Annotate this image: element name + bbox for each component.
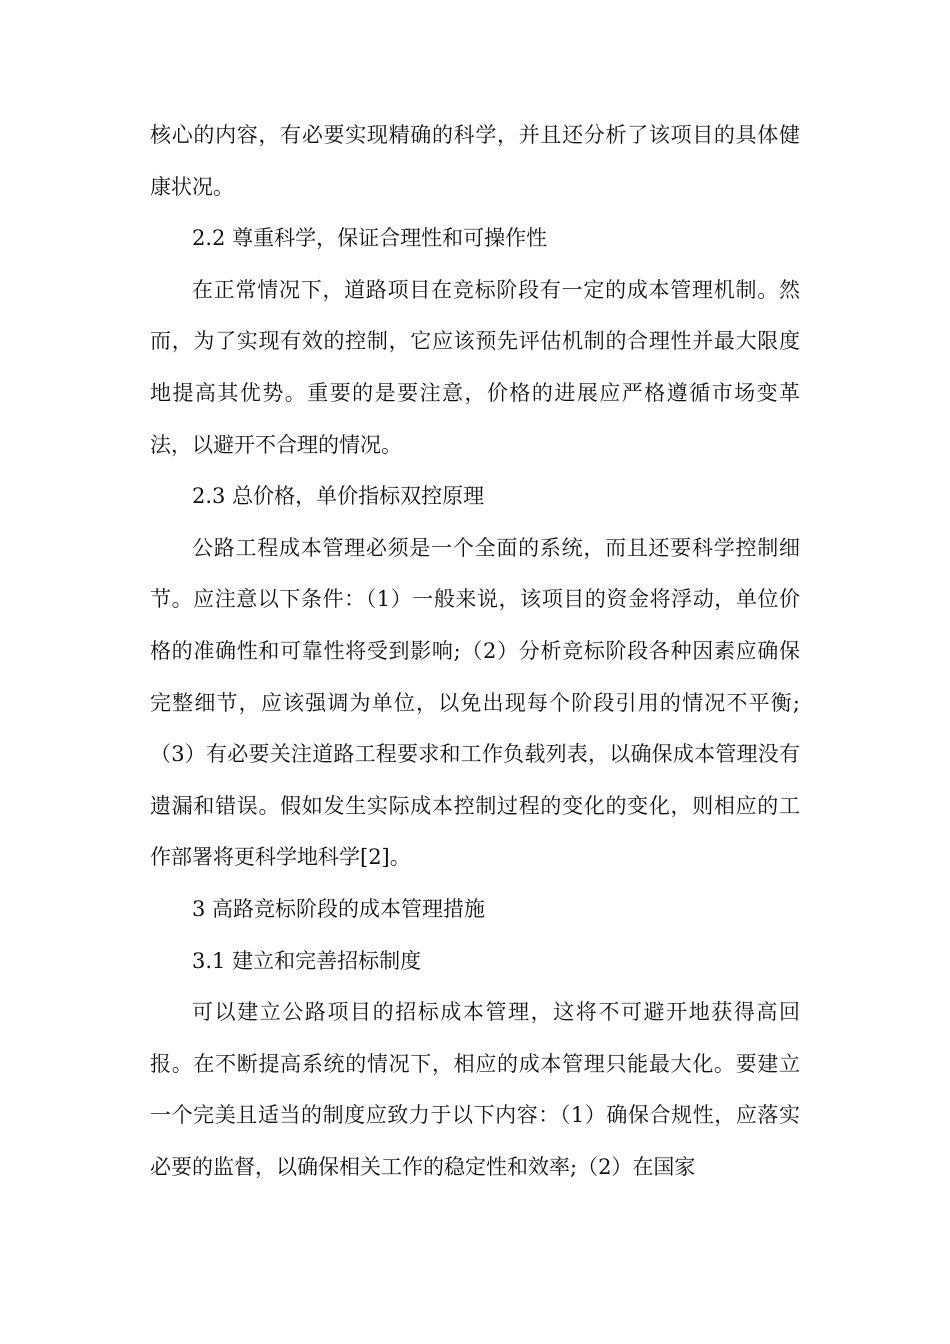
- document-page: [150, 110, 800, 1193]
- body-paragraph: 公路工程成本管理必须是一个全面的系统，而且还要科学控制细节。应注意以下条件：（1）一般来说，该项目的资金将浮动，单位价格的准确性和可靠性将受到影响;（2）分析竞标阶段各种因素应确保完整细节，应该强调为单位，以免出现每个阶段引用的情况不平衡;（3）有必要关注道路工程要求和工作负载列表，以确保成本管理没有遗漏和错误。假如发生实际成本控制过程的变化的变化，则相应的工作部署将更科学地科学[2]。: [150, 535, 800, 870]
- section-heading-2-3: 2.3 总价格，单价指标双控原理: [192, 484, 485, 509]
- body-paragraph: 可以建立公路项目的招标成本管理，这将不可避开地获得高回报。在不断提高系统的情况下，相应的成本管理只能最大化。要建立一个完美且适当的制度应致力于以下内容：（1）确保合规性，应落实必要的监督，以确保相关工作的稳定性和效率;（2）在国家: [150, 1000, 800, 1179]
- section-heading-2-2: 2.2 尊重科学，保证合理性和可操作性: [192, 226, 548, 251]
- section-heading-3: 3 高路竞标阶段的成本管理措施: [192, 896, 486, 921]
- section-heading-3-1: 3.1 建立和完善招标制度: [192, 948, 422, 973]
- body-paragraph: 在正常情况下，道路项目在竞标阶段有一定的成本管理机制。然而，为了实现有效的控制，它应该预先评估机制的合理性并最大限度地提高其优势。重要的是要注意，价格的进展应严格遵循市场变革法，以避开不合理的情况。: [150, 277, 800, 457]
- body-paragraph-continued: 核心的内容，有必要实现精确的科学，并且还分析了该项目的具体健康状况。: [150, 123, 800, 199]
